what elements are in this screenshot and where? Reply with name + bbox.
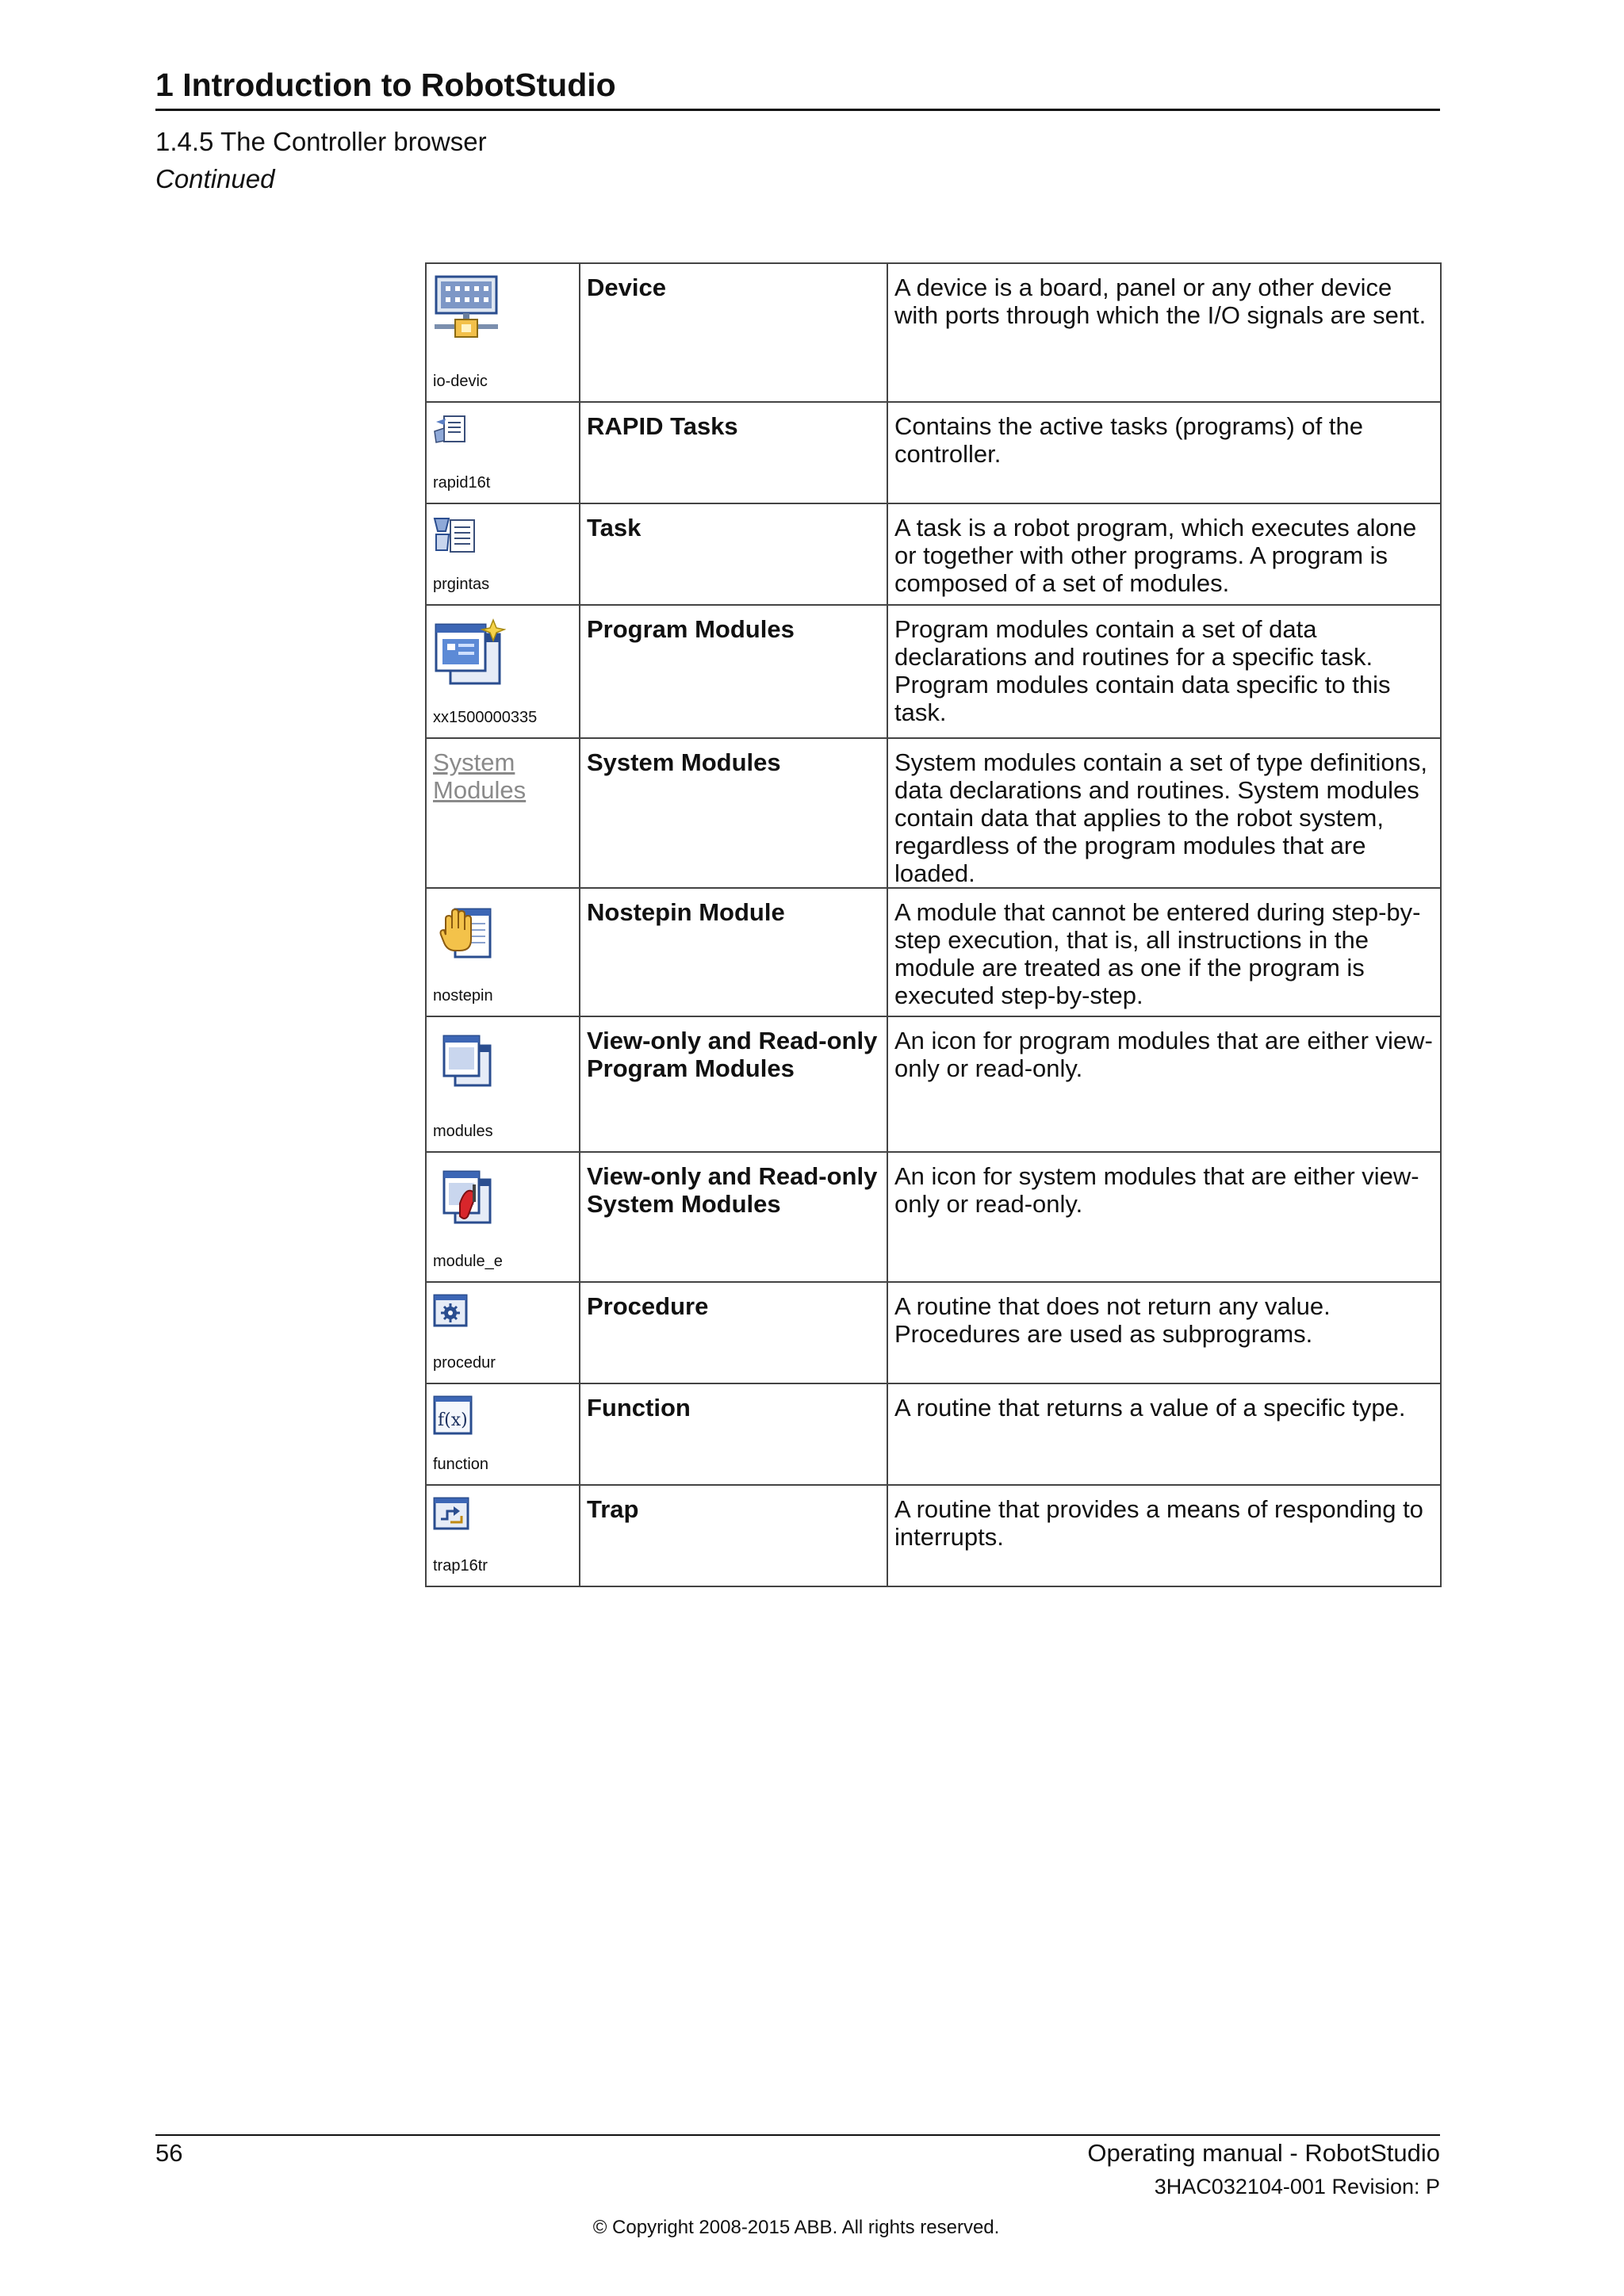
controller-browser-icon-table bbox=[425, 262, 1442, 1587]
row-description: A device is a board, panel or any other device with ports through which the I/O signals are sent. bbox=[887, 263, 1441, 402]
row-description: Contains the active tasks (programs) of the controller. bbox=[887, 402, 1441, 503]
rapid-tasks-icon bbox=[433, 414, 468, 451]
table-row bbox=[426, 503, 1441, 605]
icon-label: nostepin bbox=[433, 987, 493, 1004]
readonly-system-module-icon bbox=[441, 1169, 493, 1231]
program-module-icon bbox=[433, 617, 506, 694]
row-name: Function bbox=[580, 1383, 887, 1485]
svg-text:f(x): f(x) bbox=[438, 1410, 468, 1430]
icon-label: rapid16t bbox=[433, 474, 491, 492]
icon-label: procedur bbox=[433, 1354, 496, 1372]
table-row bbox=[426, 1152, 1441, 1282]
row-name: Trap bbox=[580, 1485, 887, 1586]
row-name: RAPID Tasks bbox=[580, 402, 887, 503]
row-name: Task bbox=[580, 503, 887, 605]
row-name: View-only and Read-only System Modules bbox=[580, 1152, 887, 1282]
table-row bbox=[426, 1282, 1441, 1383]
nostepin-module-icon bbox=[439, 905, 492, 966]
procedure-icon bbox=[433, 1294, 468, 1333]
icon-label: function bbox=[433, 1456, 489, 1473]
icon-label: modules bbox=[433, 1123, 493, 1140]
row-name: Device bbox=[580, 263, 887, 402]
table-row bbox=[426, 1383, 1441, 1485]
task-icon bbox=[433, 515, 477, 561]
row-description: Program modules contain a set of data declarations and routines for a specific task. Program modules contain data specific to this task. bbox=[887, 605, 1441, 738]
table-row bbox=[426, 738, 1441, 888]
table-row bbox=[426, 1485, 1441, 1586]
row-description: A routine that provides a means of responding to interrupts. bbox=[887, 1485, 1441, 1586]
table-row bbox=[426, 402, 1441, 503]
row-name: System Modules bbox=[580, 738, 887, 888]
system-modules-image-link[interactable]: System Modules bbox=[433, 748, 527, 804]
continued-label: Continued bbox=[155, 164, 275, 193]
io-device-icon bbox=[433, 275, 500, 352]
footer-divider bbox=[155, 2134, 1440, 2136]
row-name: Nostepin Module bbox=[580, 888, 887, 1016]
icon-label: prgintas bbox=[433, 576, 490, 593]
row-description: A routine that does not return any value. Procedures are used as subprograms. bbox=[887, 1282, 1441, 1383]
row-description: An icon for program modules that are either view-only or read-only. bbox=[887, 1016, 1441, 1152]
icon-label: module_e bbox=[433, 1253, 503, 1270]
function-icon bbox=[433, 1395, 473, 1441]
icon-label: io-devic bbox=[433, 373, 488, 390]
row-name: Procedure bbox=[580, 1282, 887, 1383]
document-id: 3HAC032104-001 Revision: P bbox=[1154, 2175, 1440, 2198]
trap-icon bbox=[433, 1497, 469, 1536]
row-name: Program Modules bbox=[580, 605, 887, 738]
icon-label: xx1500000335 bbox=[433, 709, 538, 726]
row-description: A routine that returns a value of a specific type. bbox=[887, 1383, 1441, 1485]
copyright: © Copyright 2008-2015 ABB. All rights reserved. bbox=[592, 2217, 1000, 2238]
section-title: 1.4.5 The Controller browser bbox=[155, 127, 487, 156]
row-description: A module that cannot be entered during step-by-step execution, that is, all instructions in the module are treated as one if the program is executed step-by-step. bbox=[887, 888, 1441, 1016]
manual-name: Operating manual - RobotStudio bbox=[1087, 2139, 1440, 2167]
page-number: 56 bbox=[155, 2139, 183, 2167]
row-description: A task is a robot program, which executes alone or together with other programs. A program is composed of a set of modules. bbox=[887, 503, 1441, 605]
table-row bbox=[426, 263, 1441, 402]
row-name: View-only and Read-only Program Modules bbox=[580, 1016, 887, 1152]
readonly-program-module-icon bbox=[441, 1033, 493, 1094]
row-description: System modules contain a set of type definitions, data declarations and routines. System modules contain data that applies to the robot system, regardless of the program modules that are loaded. bbox=[887, 738, 1441, 888]
table-row bbox=[426, 1016, 1441, 1152]
table-row bbox=[426, 605, 1441, 738]
table-row bbox=[426, 888, 1441, 1016]
icon-label: trap16tr bbox=[433, 1557, 488, 1575]
chapter-title: 1 Introduction to RobotStudio bbox=[155, 67, 1440, 111]
row-description: An icon for system modules that are either view-only or read-only. bbox=[887, 1152, 1441, 1282]
